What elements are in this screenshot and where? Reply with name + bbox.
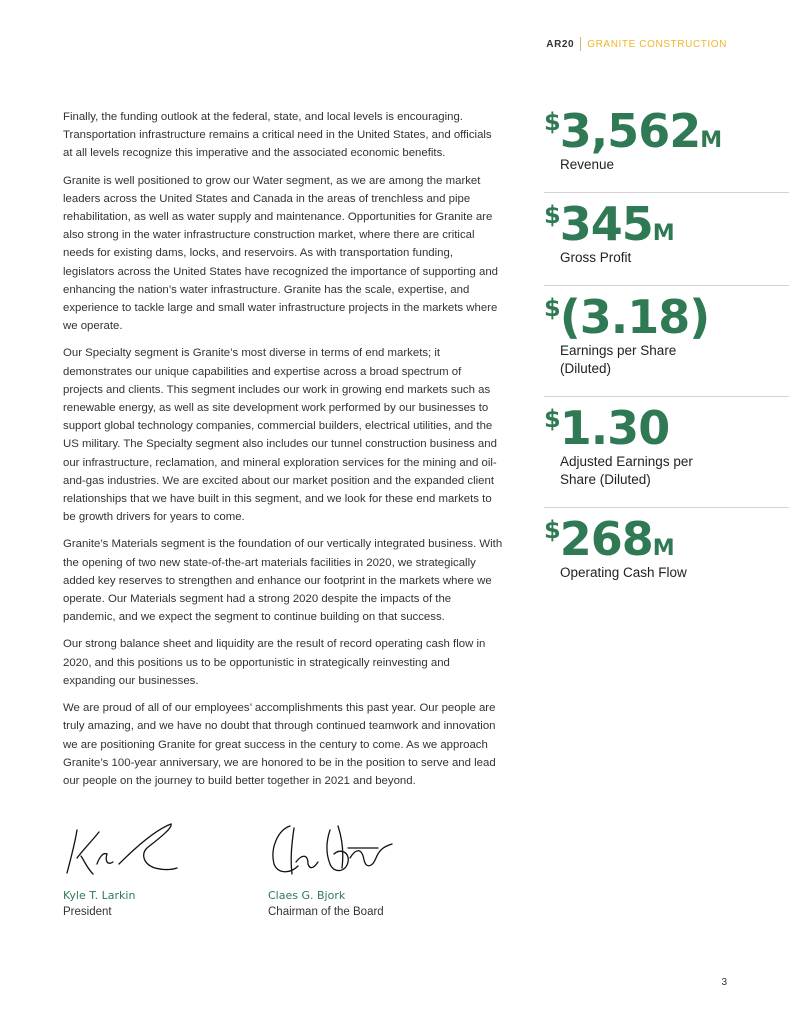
page-number: 3	[721, 977, 727, 988]
stat-suffix: M	[652, 536, 674, 561]
financial-highlights	[544, 100, 789, 600]
stat-figure	[544, 401, 789, 455]
paragraph-balance-sheet: Our strong balance sheet and liquidity are the result of record operating cash flow in 2020, and this positions us to be opportunistic in strategically reinvesting and expanding our businesses.	[63, 638, 486, 687]
letter-body	[63, 108, 503, 799]
signer-title: Chairman of the Board	[268, 906, 384, 918]
paragraph-materials-segment: Granite’s Materials segment is the foundation of our vertically integrated business. With the opening of two new state-of-the-art materials facilities in 2020, we strategically added key reserves to strengthen and enhance our footprint in the markets where we operate. Our Materials segment had a strong 2020 despite the impacts of the pandemic, and we expect the segment to continue building on that success.	[63, 538, 503, 624]
signer-name: Kyle T. Larkin	[63, 889, 136, 902]
stat-value: (3.18)	[559, 290, 710, 344]
paragraph-water-segment: Granite is well positioned to grow our Water segment, as we are among the market leaders across the United States and Canada in the areas of trenchless and pipe rehabilitation, as well as water supply and maintenance. Opportunities for Granite are also strong in the water infrastructure construction market, where there are critical needs for existing dams, locks, and reservoirs. As with transportation funding, legislators across the United States have recognized the importance of supporting and enhancing the nation’s water infrastructure. Granite has the scale, expertise, and experience to tackle large and small water infrastructure projects in the markets where we operate.	[63, 174, 498, 333]
stat-figure	[544, 512, 789, 566]
paragraph-specialty-segment: Our Specialty segment is Granite’s most diverse in terms of end markets; it demonstrates our unique capabilities and expertise across a broad spectrum of projects and clients. This segment includes our work in growing end markets such as renewable energy, as well as site development work performed by our businesses to support global technology companies, commercial builders, electrical utilities, and the US military. The Specialty segment also includes our tunnel construction business and our infrastructure, reclamation, and mineral exploration services for the mining and oil-and-gas industries. We are excited about our market position and the expanded client relationships that we have built in this segment, and we look for these end markets to be growth drivers for years to come.	[63, 347, 497, 524]
signature-block-larkin	[63, 818, 183, 920]
stat-label: Operating Cash Flow	[560, 565, 687, 580]
signer-title: President	[63, 906, 112, 918]
paragraph-funding-outlook: Finally, the funding outlook at the federal, state, and local levels is encouraging. Transportation infrastructure remains a critical need in the United States, and officials at all levels recognize this imperative and the associated economic benefits.	[63, 111, 492, 160]
stat-figure	[544, 197, 789, 251]
signature-block-bjork	[268, 818, 398, 920]
header-divider	[580, 37, 581, 51]
stat-label: Earnings per Share (Diluted)	[560, 343, 677, 376]
stat-label: Gross Profit	[560, 250, 632, 265]
stat-value: 345	[559, 197, 653, 251]
stat-revenue	[544, 100, 789, 193]
annual-report-label: AR20	[546, 38, 575, 50]
stat-adjusted-eps	[544, 397, 789, 508]
stat-label: Revenue	[560, 157, 615, 172]
stat-gross-profit	[544, 193, 789, 286]
stat-operating-cash-flow	[544, 508, 789, 600]
stat-value: 1.30	[559, 401, 670, 455]
stat-suffix: M	[700, 128, 722, 153]
signer-name: Claes G. Bjork	[268, 889, 346, 902]
stat-figure	[544, 104, 789, 158]
stat-value: 3,562	[559, 104, 701, 158]
stat-currency: $	[544, 201, 560, 229]
paragraph-closing: We are proud of all of our employees’ accomplishments this past year. Our people are truly amazing, and we have no doubt that through continued teamwork and innovation we are positioning Granite for great success in the century to come. As we approach Granite’s 100-year anniversary, we are honored to be in the position to serve and lead our people on the journey to build better together in 2021 and beyond.	[63, 702, 496, 787]
signature-larkin-image	[63, 818, 183, 880]
stat-currency: $	[544, 405, 560, 433]
stat-figure	[544, 290, 789, 344]
stat-suffix: M	[652, 221, 674, 246]
stat-currency: $	[544, 108, 560, 136]
company-name: GRANITE CONSTRUCTION	[587, 38, 727, 50]
page-header	[546, 37, 727, 51]
stat-currency: $	[544, 516, 560, 544]
stat-value: 268	[559, 512, 653, 566]
stat-label: Adjusted Earnings per Share (Diluted)	[560, 454, 693, 487]
stat-eps	[544, 286, 789, 397]
signature-bjork-image	[268, 818, 398, 880]
stat-currency: $	[544, 294, 560, 322]
